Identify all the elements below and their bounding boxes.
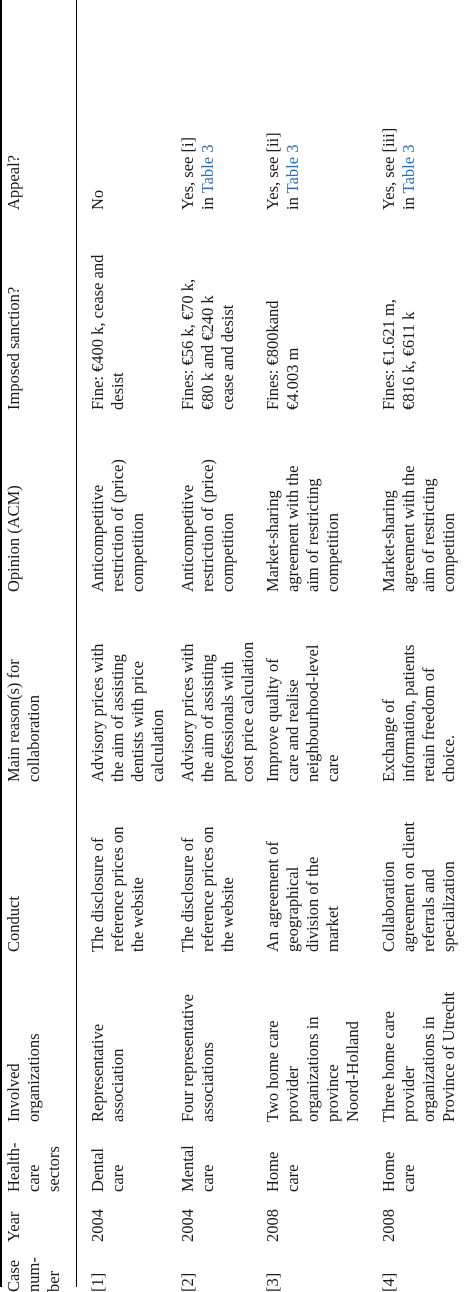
header-appeal: Appeal? bbox=[4, 155, 23, 210]
main-reason: Exchange of information, patients retain freedom of choice. bbox=[379, 644, 458, 782]
opinion-acm: Anticompetitive restriction of (price) competition bbox=[88, 459, 147, 592]
healthcare-sector: Mental care bbox=[178, 1145, 217, 1192]
case-number: [1] bbox=[88, 1272, 107, 1292]
opinion-acm: Market-sharing agreement with the aim of restricting competition bbox=[379, 465, 458, 592]
appeal-text: Yes, see [ii] in bbox=[263, 132, 302, 210]
main-reason: Improve quality of care and realise neighbourhood-level care bbox=[263, 644, 342, 782]
involved-organizations: Two home care provider organizations in province Noord-Holland bbox=[263, 1016, 362, 1122]
header-organizations: Involved organizations bbox=[4, 1033, 43, 1122]
year: 2008 bbox=[263, 1209, 282, 1242]
year: 2004 bbox=[178, 1209, 197, 1242]
conduct: An agreement of geographical division of the market bbox=[263, 841, 342, 952]
opinion-acm: Anticompetitive restriction of (price) competition bbox=[178, 459, 237, 592]
imposed-sanction: Fines: €800kand €4.003 m bbox=[263, 300, 302, 410]
involved-organizations: Representative association bbox=[88, 1023, 127, 1122]
year: 2004 bbox=[88, 1209, 107, 1242]
header-top-rule bbox=[0, 0, 2, 1287]
header-sanction: Imposed sanction? bbox=[4, 286, 23, 410]
imposed-sanction: Fines: €1.621 m, €816 k, €611 k bbox=[379, 299, 418, 410]
appeal-text: Yes, see [i] in bbox=[178, 136, 217, 210]
header-opinion: Opinion (ACM) bbox=[4, 485, 23, 592]
table-3-link[interactable]: Table 3 bbox=[198, 144, 217, 194]
appeal bbox=[88, 70, 108, 210]
healthcare-sector: Home care bbox=[379, 1151, 418, 1192]
opinion-acm: Market-sharing agreement with the aim of restricting competition bbox=[263, 465, 342, 592]
conduct: Collaboration agreement on client referrals and specialization bbox=[379, 821, 458, 952]
involved-organizations: Three home care provider organizations in Province of Utrecht bbox=[379, 991, 458, 1122]
main-reason: Advisory prices with the aim of assisting dentists with price calculation bbox=[88, 643, 167, 782]
involved-organizations: Four representative associations bbox=[178, 994, 217, 1122]
conduct: The disclosure of reference prices on the website bbox=[178, 826, 237, 952]
imposed-sanction: Fine: €400 k, cease and desist bbox=[88, 254, 127, 410]
conduct: The disclosure of reference prices on the website bbox=[88, 826, 147, 952]
header-reason: Main reason(s) for collaboration bbox=[4, 659, 43, 782]
table-3-link[interactable]: Table 3 bbox=[399, 144, 418, 194]
appeal-text: Yes, see [iii] in bbox=[379, 127, 418, 210]
appeal bbox=[263, 70, 303, 210]
header-conduct: Conduct bbox=[4, 896, 23, 952]
table-3-link[interactable]: Table 3 bbox=[283, 144, 302, 194]
healthcare-sector: Dental care bbox=[88, 1148, 127, 1192]
header-year: Year bbox=[4, 1211, 23, 1242]
healthcare-sector: Home care bbox=[263, 1151, 302, 1192]
header-case: Case num- ber bbox=[4, 1257, 63, 1292]
imposed-sanction: Fines: €56 k, €70 k, €80 k and €240 k cease and desist bbox=[178, 278, 237, 410]
case-number: [3] bbox=[263, 1272, 282, 1292]
case-number: [4] bbox=[379, 1272, 398, 1292]
case-number: [2] bbox=[178, 1272, 197, 1292]
header-sectors: Health- care sectors bbox=[4, 1142, 63, 1192]
appeal bbox=[379, 70, 419, 210]
appeal bbox=[178, 70, 218, 210]
year: 2008 bbox=[379, 1209, 398, 1242]
header-bottom-rule bbox=[76, 0, 77, 1287]
appeal-text: No bbox=[88, 189, 107, 210]
main-reason: Advisory prices with the aim of assisting professionals with cost price calculation bbox=[178, 641, 257, 782]
